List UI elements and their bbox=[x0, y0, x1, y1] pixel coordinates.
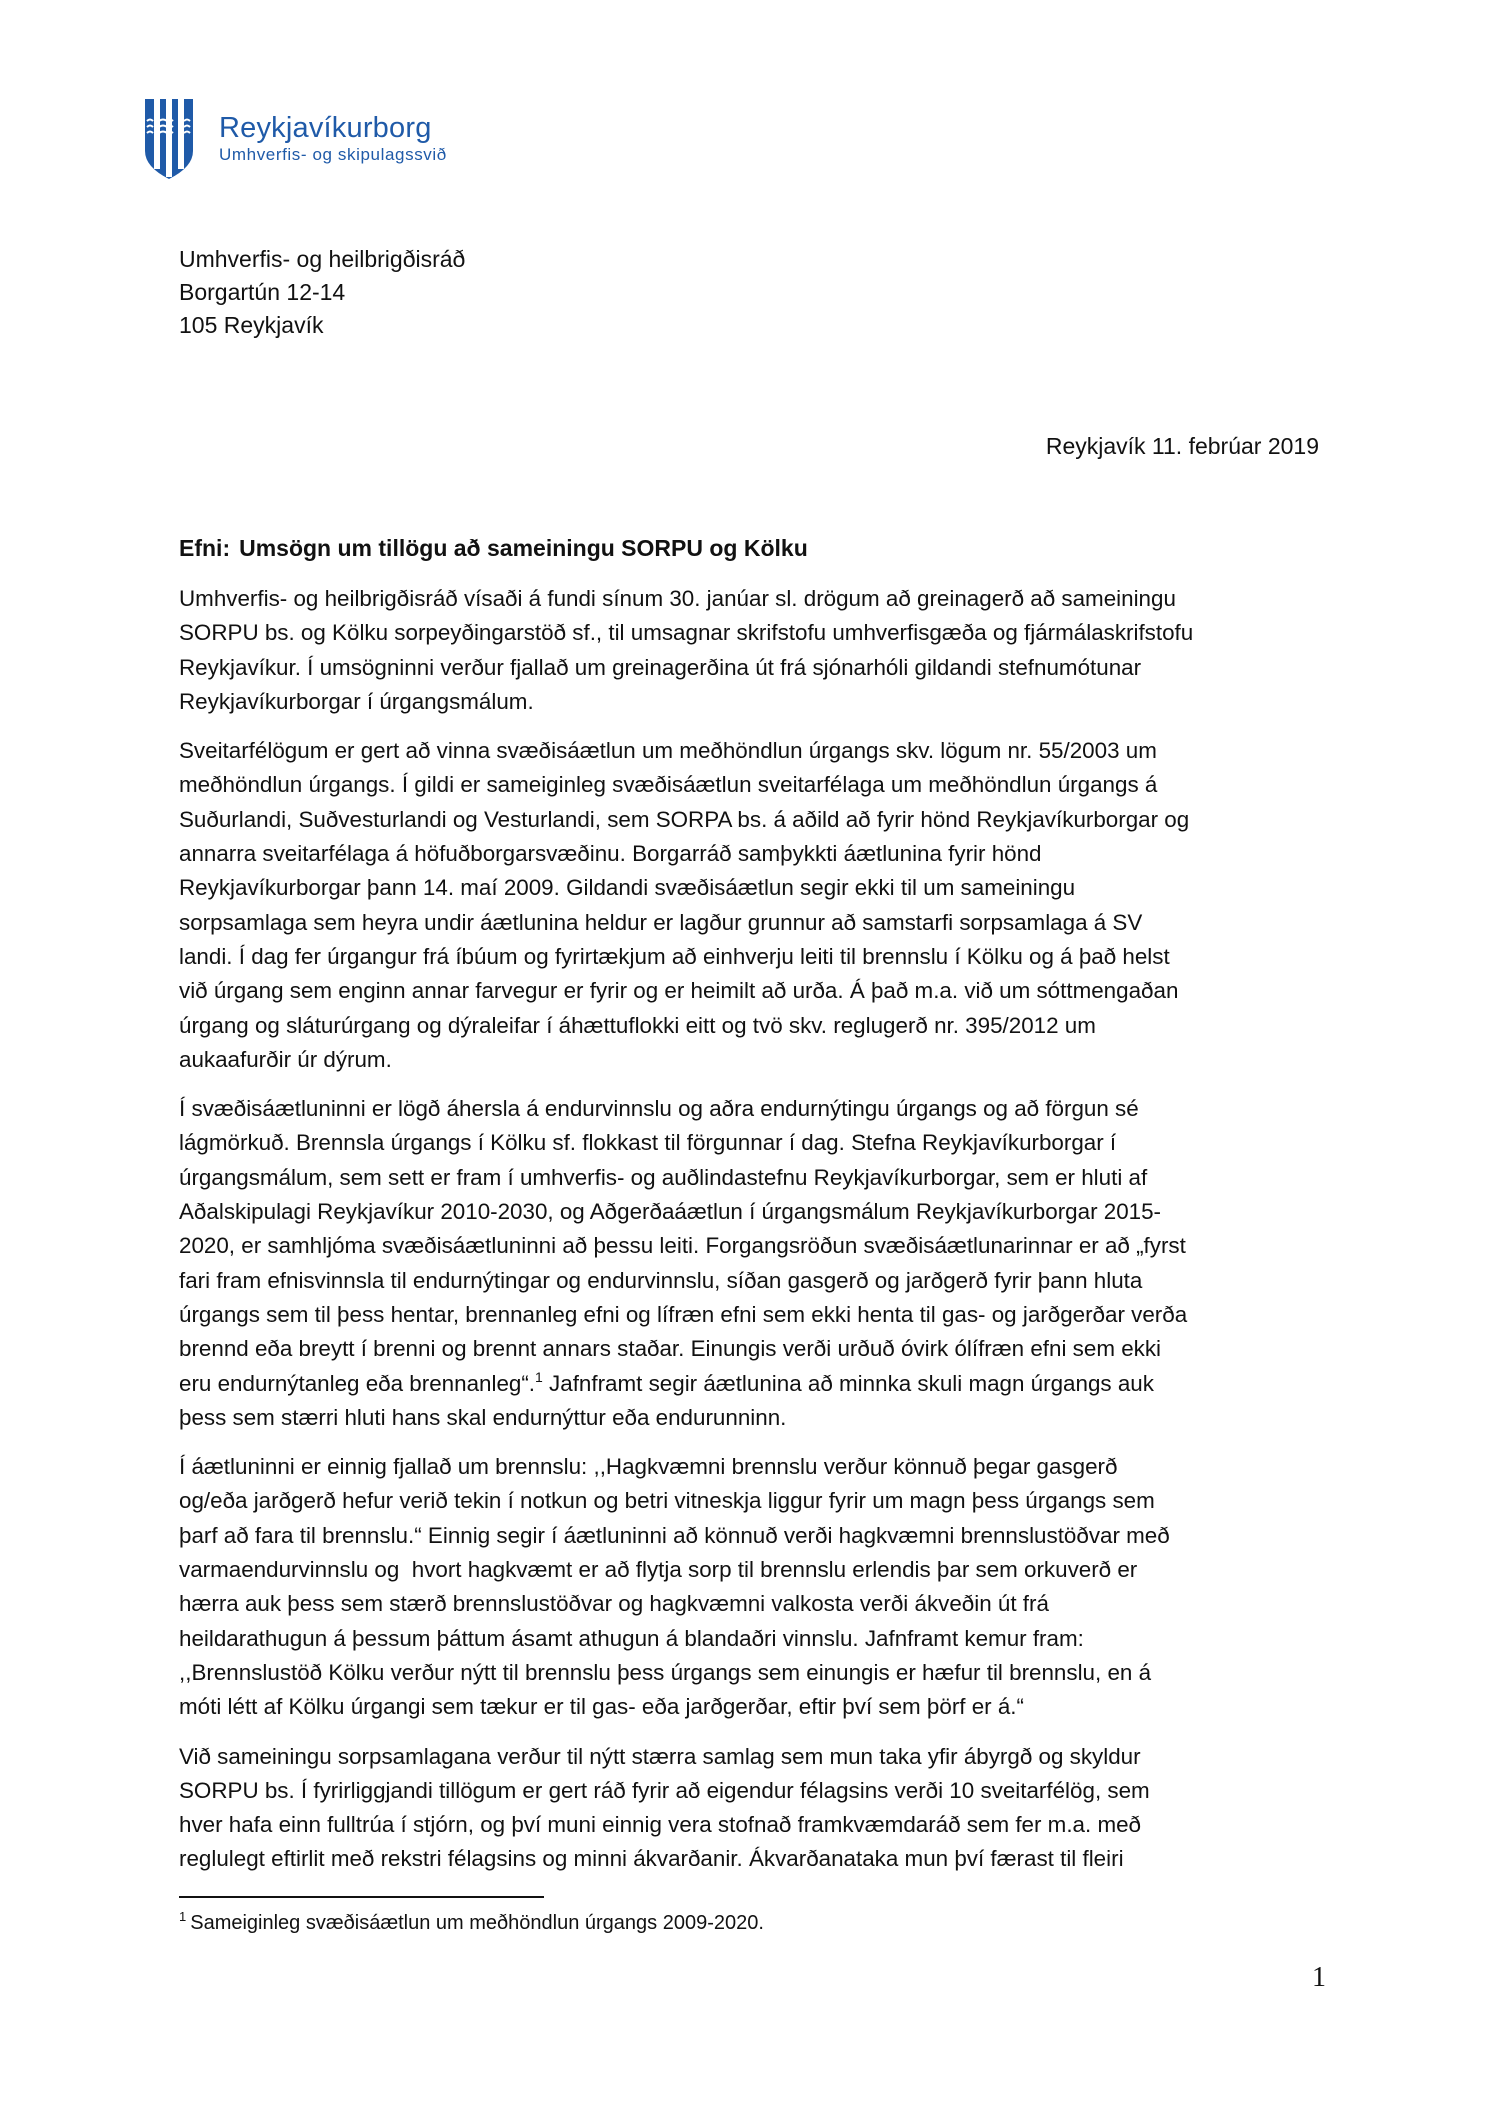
paragraph-2 bbox=[179, 734, 1329, 1077]
text-line: fari fram efnisvinnsla til endurnýtingar og endurvinnslu, síðan gasgerð og jarðgerð fyrir þann hluta bbox=[179, 1267, 1143, 1293]
text-line: reglulegt eftirlit með rekstri félagsins og minni ákvarðanir. Ákvarðanataka mun því færast til fleiri bbox=[179, 1846, 1124, 1872]
text-line: og/eða jarðgerð hefur verið tekin í notkun og betri vitneskja liggur fyrir um magn þess úrgangs sem bbox=[179, 1488, 1155, 1514]
text-line: brennd eða breytt í brenni og brennt annars staðar. Einungis verði urðuð óvirk ólífræn efni sem ekki bbox=[179, 1336, 1162, 1362]
letter-body bbox=[179, 582, 1329, 1892]
text-line: Reykjavíkurborgar þann 14. maí 2009. Gildandi svæðisáætlun segir ekki til um sameiningu bbox=[179, 875, 1076, 901]
paragraph-4 bbox=[179, 1450, 1329, 1724]
text-line: landi. Í dag fer úrgangur frá íbúum og fyrirtækjum að einhverju leiti til brennslu í Kölku og á það helst bbox=[179, 943, 1170, 969]
text-line: úrgangsmálum, sem sett er fram í umhverfis- og auðlindastefnu Reykjavíkurborgar, sem er hluti af bbox=[179, 1164, 1148, 1190]
paragraph-5 bbox=[179, 1740, 1329, 1877]
text-line-with-footnote bbox=[179, 1367, 1329, 1401]
text-line: Sveitarfélögum er gert að vinna svæðisáætlun um meðhöndlun úrgangs skv. lögum nr. 55/2003 um bbox=[179, 738, 1157, 764]
letter-date: Reykjavík 11. febrúar 2019 bbox=[1045, 433, 1319, 459]
text-line: ,,Brennslustöð Kölku verður nýtt til brennslu þess úrgangs sem einungis er hæfur til brennslu, en á bbox=[179, 1659, 1152, 1685]
page-number: 1 bbox=[1312, 1962, 1326, 1993]
text-line: úrgangs sem til þess hentar, brennanleg efni og lífræn efni sem ekki henta til gas- og jarðgerðar verða bbox=[179, 1301, 1188, 1327]
org-name: Reykjavíkurborg bbox=[219, 112, 432, 144]
subject-label: Efni: bbox=[179, 535, 231, 561]
footnote bbox=[179, 1909, 764, 1935]
text-line: Í svæðisáætluninni er lögð áhersla á endurvinnslu og aðra endurnýtingu úrgangs og að förgun sé bbox=[179, 1096, 1139, 1122]
text-line: meðhöndlun úrgangs. Í gildi er sameiginleg svæðisáætlun sveitarfélaga um meðhöndlun úrgangs á bbox=[179, 772, 1158, 798]
paragraph-1 bbox=[179, 582, 1329, 719]
text-line: Umhverfis- og heilbrigðisráð vísaði á fundi sínum 30. janúar sl. drögum að greinagerð að sameiningu bbox=[179, 586, 1176, 611]
text-line: heildarathugun á þessum þáttum ásamt athugun á blandaðri vinnslu. Jafnframt kemur fram: bbox=[179, 1625, 1084, 1651]
text-line: aukaafurðir úr dýrum. bbox=[179, 1046, 392, 1072]
recipient-address bbox=[179, 243, 465, 342]
text-fragment: eru endurnýtanleg eða brennanleg“. bbox=[179, 1370, 536, 1396]
text-line: Suðurlandi, Suðvesturlandi og Vesturlandi, sem SORPA bs. á aðild að fyrir hönd Reykjavíkurborgar og bbox=[179, 806, 1190, 832]
text-line: móti létt af Kölku úrgangi sem tækur er til gas- eða jarðgerðar, eftir því sem þörf er á.“ bbox=[179, 1694, 1024, 1720]
recipient-name: Umhverfis- og heilbrigðisráð bbox=[179, 246, 466, 272]
text-line: þarf að fara til brennslu.“ Einnig segir í áætluninni að könnuð verði hagkvæmni brennslustöðvar með bbox=[179, 1522, 1170, 1548]
department-name: Umhverfis- og skipulagssvið bbox=[219, 145, 447, 164]
letterhead-logo bbox=[145, 99, 447, 179]
text-line: lágmörkuð. Brennsla úrgangs í Kölku sf. flokkast til förgunnar í dag. Stefna Reykjavíkurborgar í bbox=[179, 1130, 1117, 1156]
text-line: þess sem stærri hluti hans skal endurnýttur eða endurunninn. bbox=[179, 1404, 787, 1430]
text-line: SORPU bs. Í fyrirliggjandi tillögum er gert ráð fyrir að eigendur félagsins verði 10 sveitarfélög, sem bbox=[179, 1777, 1150, 1803]
text-fragment: Jafnframt segir áætlunina að minnka skuli magn úrgangs auk bbox=[542, 1370, 1154, 1396]
text-line: varmaendurvinnslu og hvort hagkvæmt er að flytja sorp til brennslu erlendis þar sem orkuverð er bbox=[179, 1557, 1138, 1583]
subject-text: Umsögn um tillögu að sameiningu SORPU og Kölku bbox=[239, 535, 808, 561]
text-line: sorpsamlaga sem heyra undir áætlunina heldur er lagður grunnur að samstarfi sorpsamlaga á SV bbox=[179, 909, 1143, 935]
recipient-city: 105 Reykjavík bbox=[179, 312, 324, 338]
footnote-number: 1 bbox=[179, 1909, 187, 1924]
footnote-text: Sameiginleg svæðisáætlun um meðhöndlun úrgangs 2009-2020. bbox=[190, 1912, 764, 1934]
subject-line bbox=[179, 535, 808, 562]
text-line: 2020, er samhljóma svæðisáætluninni að þessu leiti. Forgangsröðun svæðisáætlunarinnar er að „fyrst bbox=[179, 1233, 1186, 1259]
footnote-reference[interactable]: 1 bbox=[535, 1368, 543, 1385]
text-line: Aðalskipulagi Reykjavíkur 2010-2030, og Aðgerðaáætlun í úrgangsmálum Reykjavíkurborgar 2015- bbox=[179, 1199, 1162, 1225]
text-line: Í áætluninni er einnig fjallað um brennslu: ,,Hagkvæmni brennslu verður könnuð þegar gasgerð bbox=[179, 1454, 1118, 1480]
text-line: Við sameiningu sorpsamlagana verður til nýtt stærra samlag sem mun taka yfir ábyrgð og skyldur bbox=[179, 1743, 1141, 1769]
text-line: SORPU bs. og Kölku sorpeyðingarstöð sf., til umsagnar skrifstofu umhverfisgæða og fjármálaskrifstofu bbox=[179, 620, 1194, 646]
city-crest-icon bbox=[145, 99, 193, 179]
text-line: úrgang og sláturúrgang og dýraleifar í áhættuflokki eitt og tvö skv. reglugerð nr. 395/2012 um bbox=[179, 1012, 1096, 1038]
text-line: við úrgang sem enginn annar farvegur er fyrir og er heimilt að urða. Á það m.a. við um sóttmengaðan bbox=[179, 978, 1179, 1004]
text-line: hærra auk þess sem stærð brennslustöðvar og hagkvæmni valkosta verði ákveðin út frá bbox=[179, 1591, 1049, 1617]
footnote-divider bbox=[179, 1896, 544, 1898]
text-line: annarra sveitarfélaga á höfuðborgarsvæðinu. Borgarráð samþykkti áætlunina fyrir hönd bbox=[179, 841, 1042, 867]
text-line: Reykjavíkur. Í umsögninni verður fjallað um greinagerðina út frá sjónarhóli gildandi stefnumótunar bbox=[179, 654, 1142, 680]
paragraph-3 bbox=[179, 1092, 1329, 1435]
text-line: hver hafa einn fulltrúa í stjórn, og því muni einnig vera stofnað framkvæmdaráð sem fer m.a. með bbox=[179, 1812, 1141, 1838]
text-line: Reykjavíkurborgar í úrgangsmálum. bbox=[179, 688, 534, 714]
recipient-street: Borgartún 12-14 bbox=[179, 279, 346, 305]
